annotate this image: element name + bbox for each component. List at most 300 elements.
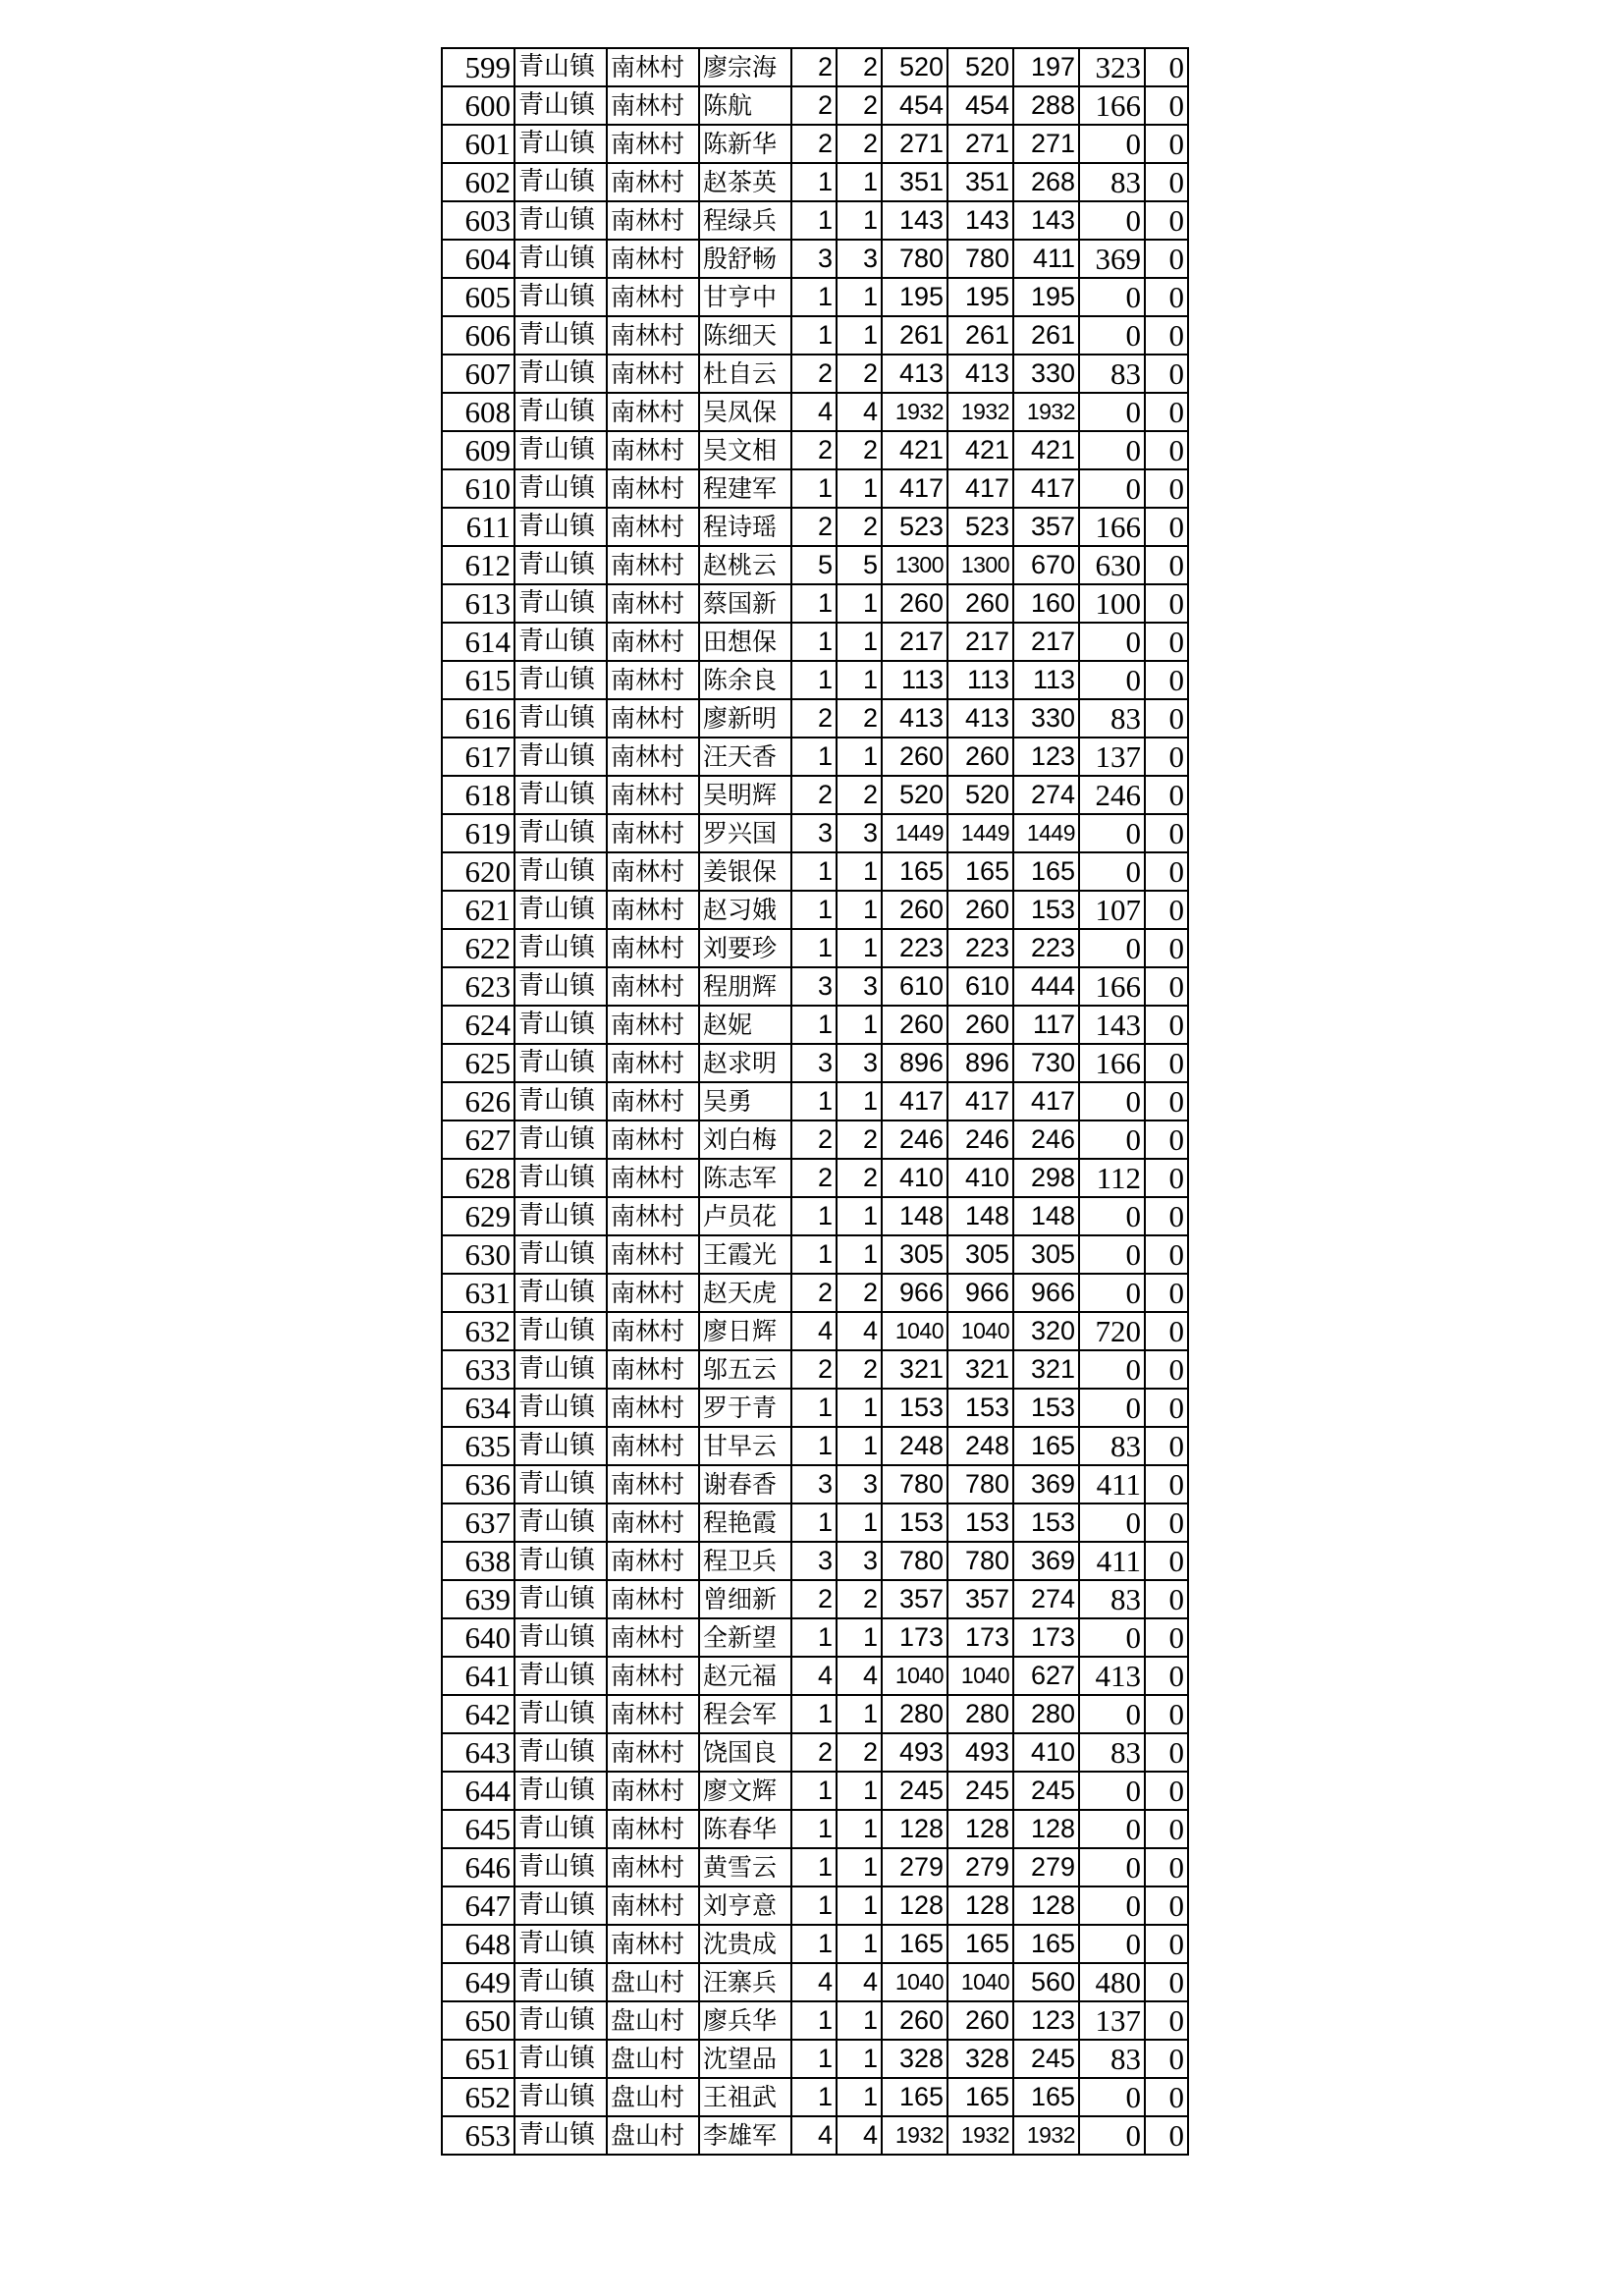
- cell-person-name: 刘亨意: [699, 1886, 791, 1925]
- cell-town: 青山镇: [514, 584, 607, 623]
- cell-count-b: 1: [837, 469, 882, 508]
- cell-count-a: 1: [791, 891, 837, 929]
- table-row: [442, 1886, 1188, 1925]
- cell-amount-approved: 248: [947, 1427, 1013, 1465]
- cell-count-a: 3: [791, 1044, 837, 1082]
- cell-amount-total: 280: [882, 1695, 947, 1733]
- cell-village: 南林村: [607, 814, 699, 852]
- cell-amount-difference: 0: [1079, 1503, 1145, 1542]
- cell-town: 青山镇: [514, 48, 607, 86]
- cell-person-name: 陈志军: [699, 1159, 791, 1197]
- cell-amount-other: 0: [1145, 2001, 1188, 2040]
- cell-serial-number: 611: [442, 508, 514, 546]
- cell-amount-approved: 153: [947, 1389, 1013, 1427]
- cell-count-a: 2: [791, 1733, 837, 1772]
- cell-count-a: 2: [791, 48, 837, 86]
- cell-amount-paid: 160: [1013, 584, 1079, 623]
- cell-count-b: 1: [837, 1427, 882, 1465]
- cell-count-b: 1: [837, 1006, 882, 1044]
- cell-person-name: 廖文辉: [699, 1772, 791, 1810]
- cell-amount-approved: 143: [947, 201, 1013, 240]
- cell-amount-paid: 245: [1013, 2040, 1079, 2078]
- cell-serial-number: 618: [442, 776, 514, 814]
- cell-amount-paid: 1449: [1013, 814, 1079, 852]
- cell-town: 青山镇: [514, 393, 607, 431]
- data-table: [441, 47, 1189, 2156]
- cell-serial-number: 632: [442, 1312, 514, 1350]
- cell-serial-number: 633: [442, 1350, 514, 1389]
- cell-serial-number: 641: [442, 1657, 514, 1695]
- cell-amount-difference: 137: [1079, 2001, 1145, 2040]
- cell-amount-approved: 148: [947, 1197, 1013, 1235]
- cell-town: 青山镇: [514, 1006, 607, 1044]
- cell-amount-total: 520: [882, 48, 947, 86]
- cell-person-name: 邬五云: [699, 1350, 791, 1389]
- cell-serial-number: 629: [442, 1197, 514, 1235]
- cell-amount-total: 410: [882, 1159, 947, 1197]
- table-row: [442, 1197, 1188, 1235]
- table-row: [442, 967, 1188, 1006]
- cell-amount-other: 0: [1145, 355, 1188, 393]
- cell-town: 青山镇: [514, 2040, 607, 2078]
- cell-amount-other: 0: [1145, 1503, 1188, 1542]
- cell-amount-total: 780: [882, 1542, 947, 1580]
- cell-village: 南林村: [607, 278, 699, 316]
- cell-person-name: 汪寨兵: [699, 1963, 791, 2001]
- cell-count-b: 3: [837, 240, 882, 278]
- cell-amount-approved: 966: [947, 1274, 1013, 1312]
- cell-amount-difference: 0: [1079, 929, 1145, 967]
- cell-amount-total: 245: [882, 1772, 947, 1810]
- cell-serial-number: 634: [442, 1389, 514, 1427]
- cell-amount-other: 0: [1145, 1350, 1188, 1389]
- table-row: [442, 1082, 1188, 1121]
- table-row: [442, 929, 1188, 967]
- cell-amount-paid: 153: [1013, 891, 1079, 929]
- cell-town: 青山镇: [514, 508, 607, 546]
- cell-amount-approved: 165: [947, 852, 1013, 891]
- cell-amount-total: 246: [882, 1121, 947, 1159]
- cell-count-a: 1: [791, 2040, 837, 2078]
- cell-count-b: 4: [837, 1963, 882, 2001]
- table-row: [442, 316, 1188, 355]
- cell-count-a: 2: [791, 1159, 837, 1197]
- cell-count-a: 1: [791, 584, 837, 623]
- cell-count-a: 2: [791, 1121, 837, 1159]
- cell-amount-other: 0: [1145, 48, 1188, 86]
- cell-amount-total: 1932: [882, 393, 947, 431]
- cell-amount-paid: 560: [1013, 1963, 1079, 2001]
- cell-amount-approved: 195: [947, 278, 1013, 316]
- cell-village: 南林村: [607, 201, 699, 240]
- cell-amount-difference: 112: [1079, 1159, 1145, 1197]
- cell-village: 南林村: [607, 393, 699, 431]
- cell-person-name: 卢员花: [699, 1197, 791, 1235]
- cell-town: 青山镇: [514, 125, 607, 163]
- cell-amount-other: 0: [1145, 393, 1188, 431]
- cell-person-name: 罗兴国: [699, 814, 791, 852]
- table-row: [442, 278, 1188, 316]
- cell-amount-approved: 493: [947, 1733, 1013, 1772]
- table-row: [442, 2078, 1188, 2116]
- cell-village: 南林村: [607, 1580, 699, 1618]
- table-row: [442, 163, 1188, 201]
- cell-amount-total: 1040: [882, 1963, 947, 2001]
- cell-count-a: 1: [791, 852, 837, 891]
- cell-village: 南林村: [607, 86, 699, 125]
- cell-amount-other: 0: [1145, 2078, 1188, 2116]
- cell-amount-other: 0: [1145, 163, 1188, 201]
- cell-town: 青山镇: [514, 1695, 607, 1733]
- cell-amount-paid: 223: [1013, 929, 1079, 967]
- cell-town: 青山镇: [514, 776, 607, 814]
- cell-count-a: 3: [791, 967, 837, 1006]
- cell-amount-approved: 245: [947, 1772, 1013, 1810]
- cell-town: 青山镇: [514, 240, 607, 278]
- cell-amount-difference: 411: [1079, 1542, 1145, 1580]
- cell-amount-total: 417: [882, 1082, 947, 1121]
- cell-amount-difference: 413: [1079, 1657, 1145, 1695]
- cell-village: 南林村: [607, 1465, 699, 1503]
- cell-count-a: 3: [791, 240, 837, 278]
- cell-village: 南林村: [607, 1657, 699, 1695]
- cell-town: 青山镇: [514, 1963, 607, 2001]
- cell-count-b: 2: [837, 1274, 882, 1312]
- cell-serial-number: 617: [442, 738, 514, 776]
- cell-amount-approved: 260: [947, 1006, 1013, 1044]
- cell-count-a: 5: [791, 546, 837, 584]
- cell-village: 南林村: [607, 1772, 699, 1810]
- cell-village: 南林村: [607, 546, 699, 584]
- cell-amount-other: 0: [1145, 1925, 1188, 1963]
- cell-count-b: 2: [837, 508, 882, 546]
- cell-village: 南林村: [607, 623, 699, 661]
- cell-amount-difference: 166: [1079, 86, 1145, 125]
- cell-serial-number: 603: [442, 201, 514, 240]
- cell-count-a: 1: [791, 201, 837, 240]
- cell-amount-other: 0: [1145, 699, 1188, 738]
- cell-serial-number: 606: [442, 316, 514, 355]
- cell-amount-total: 421: [882, 431, 947, 469]
- cell-person-name: 刘要珍: [699, 929, 791, 967]
- cell-village: 南林村: [607, 316, 699, 355]
- cell-amount-total: 321: [882, 1350, 947, 1389]
- cell-village: 盘山村: [607, 1963, 699, 2001]
- cell-person-name: 程会军: [699, 1695, 791, 1733]
- cell-amount-other: 0: [1145, 86, 1188, 125]
- cell-count-a: 2: [791, 1580, 837, 1618]
- cell-amount-total: 260: [882, 584, 947, 623]
- cell-amount-difference: 0: [1079, 1350, 1145, 1389]
- table-row: [442, 1044, 1188, 1082]
- cell-amount-other: 0: [1145, 967, 1188, 1006]
- cell-serial-number: 627: [442, 1121, 514, 1159]
- cell-town: 青山镇: [514, 1427, 607, 1465]
- cell-amount-paid: 165: [1013, 852, 1079, 891]
- table-row: [442, 1618, 1188, 1657]
- cell-person-name: 赵求明: [699, 1044, 791, 1082]
- cell-count-b: 1: [837, 163, 882, 201]
- cell-count-a: 1: [791, 1503, 837, 1542]
- cell-amount-paid: 195: [1013, 278, 1079, 316]
- cell-count-a: 1: [791, 2001, 837, 2040]
- cell-amount-other: 0: [1145, 1159, 1188, 1197]
- cell-count-a: 1: [791, 738, 837, 776]
- cell-amount-total: 279: [882, 1848, 947, 1886]
- cell-town: 青山镇: [514, 1503, 607, 1542]
- cell-town: 青山镇: [514, 1848, 607, 1886]
- cell-amount-approved: 610: [947, 967, 1013, 1006]
- cell-amount-total: 173: [882, 1618, 947, 1657]
- cell-village: 盘山村: [607, 2040, 699, 2078]
- table-row: [442, 661, 1188, 699]
- cell-village: 南林村: [607, 1006, 699, 1044]
- table-row: [442, 1465, 1188, 1503]
- cell-count-b: 1: [837, 278, 882, 316]
- cell-village: 南林村: [607, 1427, 699, 1465]
- cell-amount-difference: 0: [1079, 1848, 1145, 1886]
- cell-village: 南林村: [607, 1159, 699, 1197]
- cell-amount-approved: 1932: [947, 393, 1013, 431]
- cell-amount-total: 165: [882, 1925, 947, 1963]
- cell-amount-other: 0: [1145, 1312, 1188, 1350]
- cell-town: 青山镇: [514, 278, 607, 316]
- cell-town: 青山镇: [514, 469, 607, 508]
- cell-amount-difference: 166: [1079, 1044, 1145, 1082]
- cell-amount-paid: 148: [1013, 1197, 1079, 1235]
- cell-serial-number: 599: [442, 48, 514, 86]
- cell-person-name: 刘白梅: [699, 1121, 791, 1159]
- cell-amount-paid: 330: [1013, 355, 1079, 393]
- cell-count-a: 1: [791, 163, 837, 201]
- cell-town: 青山镇: [514, 1312, 607, 1350]
- cell-amount-approved: 421: [947, 431, 1013, 469]
- cell-town: 青山镇: [514, 316, 607, 355]
- cell-amount-total: 248: [882, 1427, 947, 1465]
- cell-count-a: 1: [791, 1006, 837, 1044]
- cell-person-name: 程诗瑶: [699, 508, 791, 546]
- cell-amount-paid: 730: [1013, 1044, 1079, 1082]
- cell-village: 南林村: [607, 1350, 699, 1389]
- cell-person-name: 赵桃云: [699, 546, 791, 584]
- cell-person-name: 田想保: [699, 623, 791, 661]
- cell-town: 青山镇: [514, 431, 607, 469]
- cell-amount-approved: 305: [947, 1235, 1013, 1274]
- cell-count-b: 2: [837, 776, 882, 814]
- cell-village: 南林村: [607, 1082, 699, 1121]
- cell-amount-total: 260: [882, 2001, 947, 2040]
- cell-amount-total: 217: [882, 623, 947, 661]
- cell-amount-difference: 369: [1079, 240, 1145, 278]
- cell-amount-approved: 520: [947, 48, 1013, 86]
- cell-person-name: 廖新明: [699, 699, 791, 738]
- cell-amount-other: 0: [1145, 201, 1188, 240]
- cell-amount-paid: 1932: [1013, 2116, 1079, 2155]
- cell-village: 南林村: [607, 1848, 699, 1886]
- cell-town: 青山镇: [514, 1082, 607, 1121]
- cell-town: 青山镇: [514, 967, 607, 1006]
- cell-amount-approved: 780: [947, 1465, 1013, 1503]
- cell-count-a: 1: [791, 1772, 837, 1810]
- cell-amount-paid: 128: [1013, 1886, 1079, 1925]
- cell-town: 青山镇: [514, 1465, 607, 1503]
- cell-amount-difference: 0: [1079, 1235, 1145, 1274]
- cell-person-name: 吴明辉: [699, 776, 791, 814]
- cell-amount-total: 1040: [882, 1312, 947, 1350]
- cell-amount-other: 0: [1145, 929, 1188, 967]
- cell-town: 青山镇: [514, 738, 607, 776]
- cell-village: 南林村: [607, 891, 699, 929]
- cell-person-name: 谢春香: [699, 1465, 791, 1503]
- table-row: [442, 2001, 1188, 2040]
- cell-amount-paid: 113: [1013, 661, 1079, 699]
- cell-count-a: 2: [791, 86, 837, 125]
- cell-serial-number: 649: [442, 1963, 514, 2001]
- cell-amount-paid: 417: [1013, 469, 1079, 508]
- cell-count-b: 1: [837, 1082, 882, 1121]
- cell-person-name: 廖日辉: [699, 1312, 791, 1350]
- cell-amount-other: 0: [1145, 546, 1188, 584]
- cell-amount-approved: 328: [947, 2040, 1013, 2078]
- cell-amount-other: 0: [1145, 1657, 1188, 1695]
- cell-amount-approved: 165: [947, 1925, 1013, 1963]
- cell-amount-total: 223: [882, 929, 947, 967]
- cell-count-a: 2: [791, 699, 837, 738]
- cell-count-a: 4: [791, 1963, 837, 2001]
- cell-serial-number: 626: [442, 1082, 514, 1121]
- cell-count-b: 2: [837, 86, 882, 125]
- cell-amount-difference: 411: [1079, 1465, 1145, 1503]
- cell-amount-approved: 1300: [947, 546, 1013, 584]
- cell-amount-paid: 246: [1013, 1121, 1079, 1159]
- table-row: [442, 814, 1188, 852]
- cell-count-b: 2: [837, 1159, 882, 1197]
- cell-town: 青山镇: [514, 661, 607, 699]
- cell-count-b: 3: [837, 1542, 882, 1580]
- cell-village: 南林村: [607, 355, 699, 393]
- table-row: [442, 1733, 1188, 1772]
- cell-village: 南林村: [607, 1810, 699, 1848]
- cell-serial-number: 612: [442, 546, 514, 584]
- cell-amount-paid: 298: [1013, 1159, 1079, 1197]
- cell-count-a: 2: [791, 125, 837, 163]
- cell-amount-paid: 320: [1013, 1312, 1079, 1350]
- cell-town: 青山镇: [514, 1274, 607, 1312]
- table-row: [442, 623, 1188, 661]
- table-body: [442, 48, 1188, 2155]
- cell-serial-number: 605: [442, 278, 514, 316]
- cell-count-b: 4: [837, 393, 882, 431]
- cell-person-name: 陈细天: [699, 316, 791, 355]
- cell-serial-number: 602: [442, 163, 514, 201]
- cell-amount-other: 0: [1145, 1772, 1188, 1810]
- cell-count-a: 1: [791, 1848, 837, 1886]
- cell-amount-other: 0: [1145, 1848, 1188, 1886]
- cell-count-b: 1: [837, 1695, 882, 1733]
- cell-person-name: 程卫兵: [699, 1542, 791, 1580]
- cell-town: 青山镇: [514, 1810, 607, 1848]
- cell-amount-paid: 421: [1013, 431, 1079, 469]
- cell-amount-other: 0: [1145, 623, 1188, 661]
- cell-count-a: 1: [791, 1695, 837, 1733]
- cell-amount-difference: 166: [1079, 508, 1145, 546]
- cell-amount-difference: 83: [1079, 355, 1145, 393]
- cell-count-b: 2: [837, 125, 882, 163]
- cell-person-name: 陈航: [699, 86, 791, 125]
- cell-amount-other: 0: [1145, 278, 1188, 316]
- cell-count-b: 2: [837, 1733, 882, 1772]
- cell-amount-paid: 670: [1013, 546, 1079, 584]
- table-row: [442, 393, 1188, 431]
- cell-amount-approved: 223: [947, 929, 1013, 967]
- cell-count-b: 1: [837, 929, 882, 967]
- cell-count-b: 1: [837, 2001, 882, 2040]
- cell-town: 青山镇: [514, 1044, 607, 1082]
- cell-amount-approved: 413: [947, 699, 1013, 738]
- cell-village: 南林村: [607, 1695, 699, 1733]
- cell-amount-other: 0: [1145, 1542, 1188, 1580]
- cell-village: 南林村: [607, 699, 699, 738]
- cell-amount-total: 328: [882, 2040, 947, 2078]
- cell-person-name: 陈春华: [699, 1810, 791, 1848]
- cell-amount-paid: 268: [1013, 163, 1079, 201]
- cell-amount-other: 0: [1145, 1006, 1188, 1044]
- cell-count-b: 1: [837, 738, 882, 776]
- cell-amount-difference: 0: [1079, 1772, 1145, 1810]
- cell-amount-total: 271: [882, 125, 947, 163]
- cell-amount-paid: 279: [1013, 1848, 1079, 1886]
- table-row: [442, 431, 1188, 469]
- cell-amount-paid: 321: [1013, 1350, 1079, 1389]
- cell-amount-other: 0: [1145, 1427, 1188, 1465]
- cell-town: 青山镇: [514, 1121, 607, 1159]
- cell-amount-paid: 444: [1013, 967, 1079, 1006]
- cell-amount-approved: 260: [947, 2001, 1013, 2040]
- table-row: [442, 1963, 1188, 2001]
- cell-amount-difference: 0: [1079, 316, 1145, 355]
- cell-count-a: 1: [791, 1618, 837, 1657]
- cell-amount-total: 1300: [882, 546, 947, 584]
- cell-count-b: 1: [837, 1772, 882, 1810]
- cell-amount-other: 0: [1145, 1465, 1188, 1503]
- cell-amount-approved: 357: [947, 1580, 1013, 1618]
- cell-amount-paid: 417: [1013, 1082, 1079, 1121]
- table-row: [442, 240, 1188, 278]
- cell-serial-number: 623: [442, 967, 514, 1006]
- cell-person-name: 李雄军: [699, 2116, 791, 2155]
- cell-amount-other: 0: [1145, 1044, 1188, 1082]
- cell-amount-approved: 128: [947, 1886, 1013, 1925]
- cell-village: 南林村: [607, 929, 699, 967]
- cell-amount-paid: 197: [1013, 48, 1079, 86]
- cell-town: 青山镇: [514, 2078, 607, 2116]
- cell-person-name: 甘早云: [699, 1427, 791, 1465]
- cell-serial-number: 642: [442, 1695, 514, 1733]
- cell-amount-total: 896: [882, 1044, 947, 1082]
- cell-amount-paid: 153: [1013, 1503, 1079, 1542]
- cell-amount-other: 0: [1145, 1197, 1188, 1235]
- cell-village: 南林村: [607, 584, 699, 623]
- cell-amount-difference: 0: [1079, 201, 1145, 240]
- cell-amount-paid: 280: [1013, 1695, 1079, 1733]
- cell-count-b: 4: [837, 2116, 882, 2155]
- cell-amount-other: 0: [1145, 852, 1188, 891]
- cell-count-a: 4: [791, 2116, 837, 2155]
- cell-amount-difference: 83: [1079, 163, 1145, 201]
- cell-serial-number: 615: [442, 661, 514, 699]
- cell-amount-approved: 417: [947, 469, 1013, 508]
- cell-amount-approved: 896: [947, 1044, 1013, 1082]
